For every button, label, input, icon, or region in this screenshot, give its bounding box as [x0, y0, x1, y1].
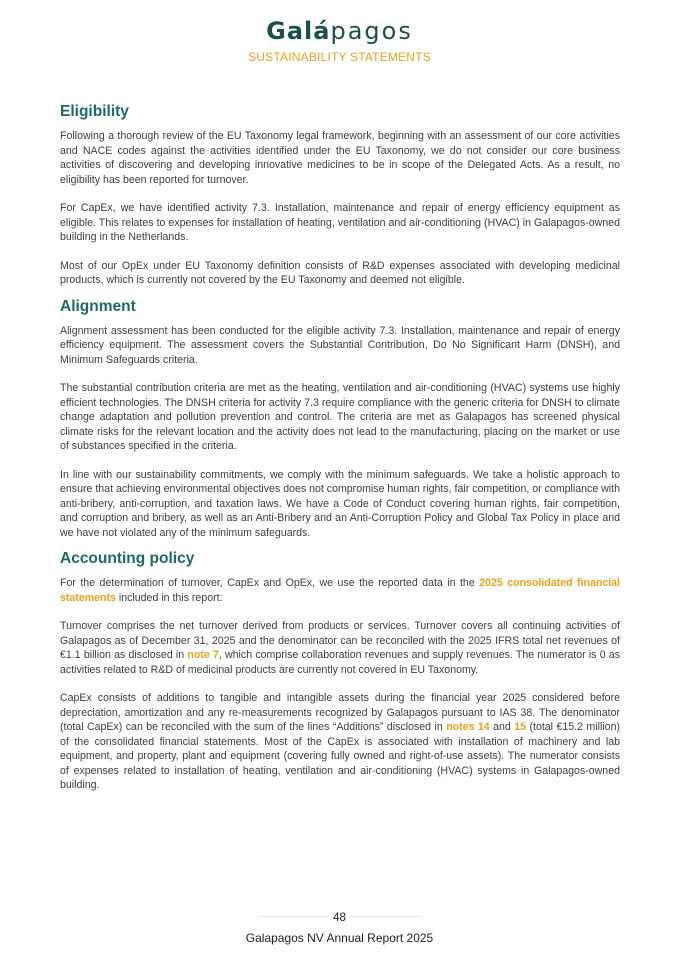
note-7-link[interactable]: note 7: [187, 649, 219, 661]
logo-text-light: pagos: [330, 17, 413, 45]
alignment-paragraph-2: The substantial contribution criteria are met as the heating, ventilation and air-conditioning (HVAC) systems use highly efficient technologies. The DNSH criteria for activity 7.3 require compliance with the generic criteria for DNSH to climate change adaptation and pollution prevention and control. The criteria are met as Galapagos has screened physical climate risks for the relevant location and the activity does not lead to the manufacturing, placing on the market or use of substances specified in the criteria.: [60, 382, 620, 452]
eligibility-paragraph-3: Most of our OpEx under EU Taxonomy definition consists of R&D expenses associated with developing medicinal products, which is currently not covered by the EU Taxonomy and deemed not eligible.: [60, 259, 620, 286]
notes-14-link[interactable]: notes 14: [446, 721, 490, 733]
eligibility-paragraph-1: Following a thorough review of the EU Taxonomy legal framework, beginning with an assessment of our core activities and NACE codes against the activities identified under the EU Taxonomy, we do not consider our core business activities of discovering and developing innovative medicines to be in scope of the Delegated Acts. As a result, no eligibility has been reported for turnover.: [60, 130, 620, 186]
alignment-heading: Alignment: [60, 297, 136, 315]
section-title: SUSTAINABILITY STATEMENTS: [248, 50, 431, 64]
page-number: 48: [329, 910, 350, 926]
page-content: [60, 101, 620, 807]
page-footer: [0, 908, 679, 946]
eligibility-paragraph-2: For CapEx, we have identified activity 7.3. Installation, maintenance and repair of energy efficiency equipment as eligible. This relates to expenses for installation of heating, ventilation and air-conditioning (HVAC) in Galapagos-owned building in the Netherlands.: [60, 202, 620, 243]
report-title: Galapagos NV Annual Report 2025: [245, 931, 434, 945]
logo-text-strong: Galá: [266, 17, 331, 45]
alignment-paragraph-1: Alignment assessment has been conducted for the eligible activity 7.3. Installation, maintenance and repair of energy efficiency equipment. The assessment covers the Substantial Contribution, Do No Significant Harm (DNSH), and Minimum Safeguards criteria.: [60, 324, 620, 366]
note-15-link[interactable]: 15: [514, 721, 527, 733]
alignment-paragraph-3: In line with our sustainability commitments, we comply with the minimum safeguards. We take a holistic approach to ensure that achieving environmental objectives does not compromise human rights, fair competition, or compliance with anti-bribery, anti-corruption, and taxation laws. We have a Code of Conduct covering human rights, fair competition, and corruption and bribery, as well as an Anti-Bribery and an Anti-Corruption Policy and Global Tax Policy in place and we have not violated any of the minimum safeguards.: [60, 468, 620, 539]
accounting-policy-heading: Accounting policy: [60, 550, 195, 567]
galapagos-logo: [0, 16, 679, 46]
financial-statements-link[interactable]: 2025 consolidated financial statements: [60, 577, 621, 604]
accounting-paragraph-1: For the determination of turnover, CapEx and OpEx, we use the reported data in the 2025 consolidated financial statements included in this report:: [60, 577, 621, 604]
accounting-paragraph-3: CapEx consists of additions to tangible and intangible assets during the financial year 2025 considered before depreciation, amortization and any re-measurements recognized by Galapagos pursuant to IAS 38. The denominator (total CapEx) can be reconciled with the sum of the lines “Additions” disclosed in notes 14 and 15 (total €15.2 million) of the consolidated financial statements. Most of the CapEx is associated with installation of machinery and lab equipment, and property, plant and equipment (covering fully owned and right-of-use assets). The numerator consists of expenses related to installation of heating, ventilation and air-conditioning (HVAC) systems in Galapagos-owned building.: [60, 692, 620, 791]
page-header: [0, 16, 679, 65]
eligibility-heading: Eligibility: [60, 103, 129, 120]
accounting-paragraph-2: Turnover comprises the net turnover derived from products or services. Turnover covers all continuing activities of Galapagos as of December 31, 2025 and the denominator can be reconciled with the 2025 IFRS total net revenues of €1.1 billion as disclosed in note 7, which comprise collaboration revenues and supply revenues. The numerator is 0 as activities related to R&D of medicinal products are currently not covered in EU Taxonomy.: [60, 620, 620, 676]
